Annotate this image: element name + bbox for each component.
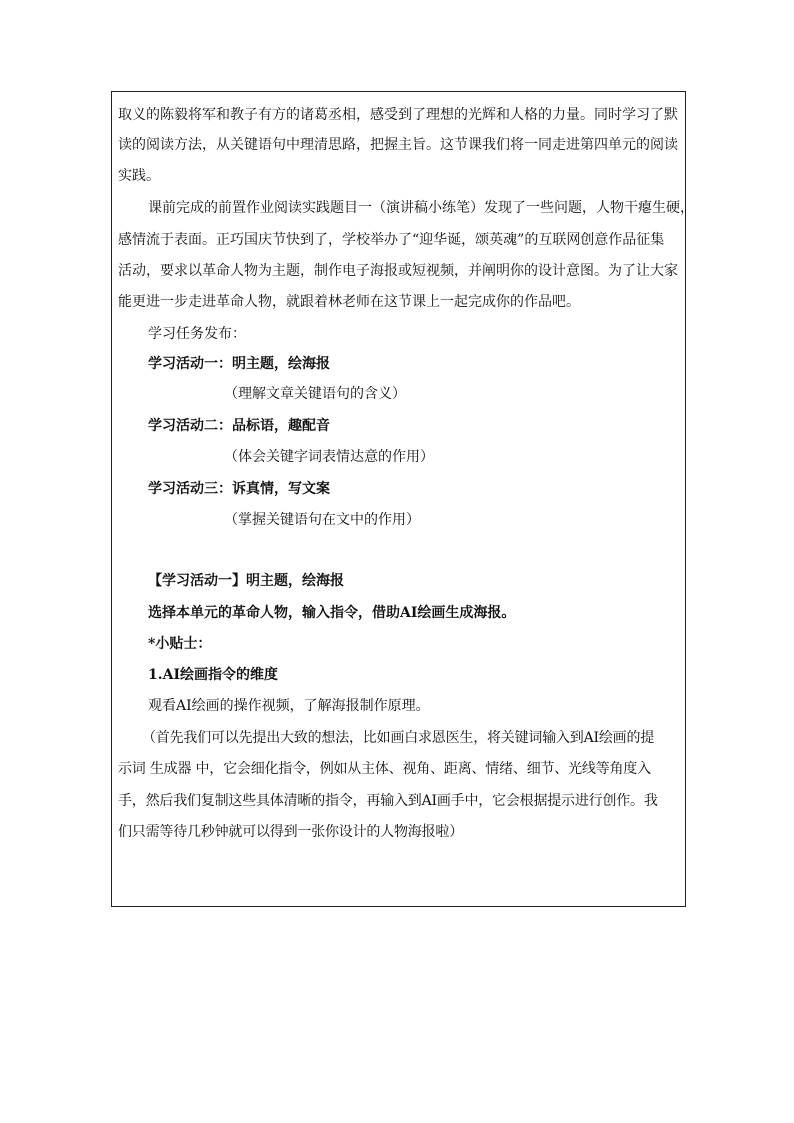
task-heading: 学习任务发布：: [148, 326, 246, 342]
para1-line-2: 读的阅读方法，从关键语句中理清思路，把握主旨。这节课我们将一同走进第四单元的阅读: [118, 137, 678, 153]
section-title: 【学习活动一】明主题，绘海报: [148, 573, 344, 589]
para2-line-1: 课前完成的前置作业阅读实践题目一（演讲稿小练笔）发现了一些问题，人物干瘪生硬，: [148, 200, 694, 216]
para3-line-3: 手，然后我们复制这些具体清晰的指令，再输入到AI画手中，它会根据提示进行创作。我: [118, 793, 658, 809]
document-frame: [111, 91, 694, 907]
para3-line-2: 示词 生成器 中，它会细化指令，例如从主体、视角、距离、情绪、细节、光线等角度入: [118, 761, 651, 777]
para1-line-1: 取义的陈毅将军和教子有方的诸葛丞相，感受到了理想的光辉和人格的力量。同时学习了默: [118, 107, 678, 123]
activity-2-title: 学习活动二：品标语，趣配音: [148, 418, 330, 434]
tip-text: 观看AI绘画的操作视频，了解海报制作原理。: [148, 698, 430, 714]
activity-3-title: 学习活动三：诉真情，写文案: [148, 481, 330, 497]
para3-line-1: （首先我们可以先提出大致的想法，比如画白求恩医生，将关键词输入到AI绘画的提: [142, 730, 655, 746]
activity-1-title: 学习活动一：明主题，绘海报: [148, 356, 330, 372]
activity-1-sub: （理解文章关键语句的含义）: [224, 386, 406, 402]
para3-line-4: 们只需等待几秒钟就可以得到一张你设计的人物海报啦）: [118, 824, 463, 840]
para2-line-2: 感情流于表面。正巧国庆节快到了，学校举办了“迎华诞，颂英魂”的互联网创意作品征集: [118, 232, 665, 248]
tip-label: *小贴士：: [148, 636, 212, 652]
para1-line-3: 实践。: [118, 168, 160, 184]
tip-item: 1.AI绘画指令的维度: [148, 667, 279, 683]
activity-2-sub: （体会关键字词表情达意的作用）: [224, 449, 434, 465]
section-instruction: 选择本单元的革命人物，输入指令，借助AI绘画生成海报。: [148, 605, 516, 621]
para2-line-3: 活动，要求以革命人物为主题，制作电子海报或短视频，并阐明你的设计意图。为了让大家: [118, 263, 678, 279]
para2-line-4: 能更进一步走进革命人物，就跟着林老师在这节课上一起完成你的作品吧。: [118, 294, 580, 310]
activity-3-sub: （掌握关键语句在文中的作用）: [224, 512, 420, 528]
